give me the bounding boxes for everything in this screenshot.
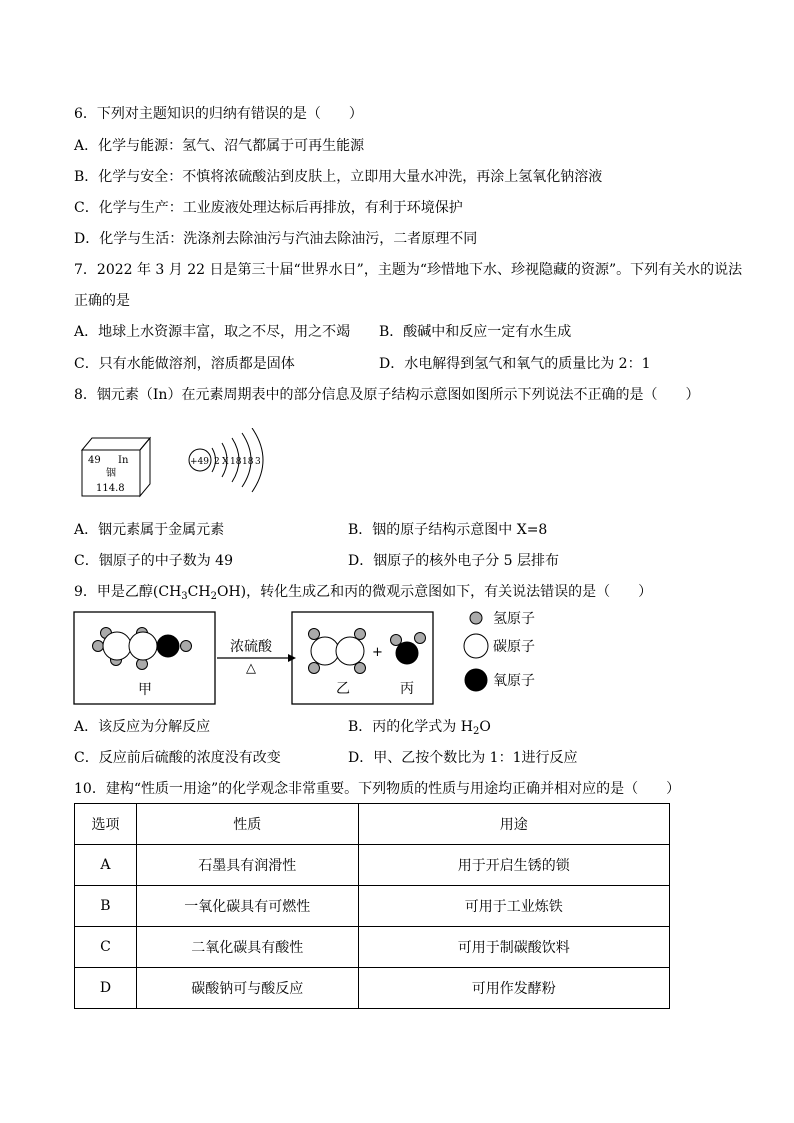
cell-property: 石墨具有润滑性 — [136, 845, 358, 886]
cell-property: 一氧化碳具有可燃性 — [136, 886, 358, 927]
heat-condition: △ — [246, 661, 256, 676]
cell-use: 可用于工业炼铁 — [358, 886, 669, 927]
element-name: 铟 — [106, 468, 116, 479]
table-row — [75, 927, 670, 968]
shell-electrons-3: 18 — [230, 457, 242, 467]
cell-property: 碳酸钠可与酸反应 — [136, 968, 358, 1009]
legend-hydrogen-label: 氢原子 — [493, 611, 535, 627]
cell-option: B — [75, 886, 137, 927]
element-mass: 114.8 — [96, 483, 125, 494]
cell-property: 二氧化碳具有酸性 — [136, 927, 358, 968]
table-row — [75, 968, 670, 1009]
q10-stem: 10．建构“性质一用途”的化学观念非常重要。下列物质的性质与用途均正确并相对应的是（ ） — [74, 781, 681, 797]
cell-use: 用于开启生锈的锁 — [358, 845, 669, 886]
cell-use: 可用作发酵粉 — [358, 968, 669, 1009]
table-row — [75, 845, 670, 886]
q6-stem: 6．下列对主题知识的归纳有错误的是（ ） — [74, 106, 363, 122]
element-symbol: In — [118, 455, 129, 466]
q8-option-b: B．铟的原子结构示意图中 X=8 — [348, 522, 548, 538]
q9-option-b: B．丙的化学式为 $H_2O$ — [348, 719, 491, 737]
q8-option-a: A．铟元素属于金属元素 — [74, 522, 225, 538]
q8-option-d: D．铟原子的核外电子分 5 层排布 — [348, 553, 560, 569]
q9-reaction-diagram — [70, 606, 590, 710]
element-atomic-number: 49 — [88, 455, 101, 466]
header-use: 用途 — [358, 804, 669, 845]
q7-option-c: C．只有水能做溶剂，溶质都是固体 — [74, 356, 295, 372]
legend-carbon-label: 碳原子 — [493, 639, 535, 655]
q8-stem: 8．铟元素（In）在元素周期表中的部分信息及原子结构示意图如图所示下列说法不正确的是（ ） — [74, 387, 700, 403]
q7-stem-line2: 正确的是 — [74, 293, 130, 309]
table-row — [75, 886, 670, 927]
q6-option-c: C．化学与生产：工业废液处理达标后再排放，有利于环境保护 — [74, 200, 463, 216]
q6-option-d: D．化学与生活：洗涤剂去除油污与汽油去除油污，二者原理不同 — [74, 231, 478, 247]
legend-oxygen-label: 氧原子 — [493, 673, 535, 689]
header-option: 选项 — [75, 804, 137, 845]
cell-option: C — [75, 927, 137, 968]
legend-hydrogen-icon — [470, 612, 482, 624]
q7-option-b: B．酸碱中和反应一定有水生成 — [379, 324, 572, 340]
shell-electrons-1: 2 — [214, 457, 220, 467]
q7-option-a: A．地球上水资源丰富，取之不尽，用之不竭 — [74, 324, 351, 340]
q7-option-d: D．水电解得到氢气和氧气的质量比为 2：1 — [379, 356, 651, 372]
q8-figure — [74, 428, 274, 508]
label-yi: 乙 — [336, 681, 350, 697]
q9-option-d: D．甲、乙按个数比为 1：1进行反应 — [348, 750, 578, 766]
shell-electrons-4: 18 — [242, 457, 254, 467]
header-property: 性质 — [136, 804, 358, 845]
q9-stem: 9．甲是乙醇$(CH_3CH_2OH)$，转化生成乙和丙的微观示意图如下，有关说法错误的是（ ） — [74, 584, 653, 602]
legend-carbon-icon — [464, 634, 488, 658]
cell-use: 可用于制碳酸饮料 — [358, 927, 669, 968]
cell-option: D — [75, 968, 137, 1009]
q9-option-a: A．该反应为分解反应 — [74, 719, 211, 735]
atom-structure-diagram — [189, 428, 263, 492]
legend-oxygen-icon — [465, 669, 487, 691]
q7-stem-line1: 7．2022 年 3 月 22 日是第三十届“世界水日”，主题为“珍惜地下水、珍视隐藏的资源”。下列有关水的说法 — [74, 262, 743, 278]
q6-option-b: B．化学与安全：不慎将浓硫酸沾到皮肤上，立即用大量水冲洗，再涂上氢氧化钠溶液 — [74, 169, 603, 185]
element-cell — [82, 438, 150, 496]
cell-option: A — [75, 845, 137, 886]
shell-electrons-2: X — [222, 457, 229, 467]
plus-sign: + — [372, 645, 383, 660]
shell-electrons-5: 3 — [255, 457, 261, 467]
molecule-water — [391, 633, 426, 665]
molecule-ethanol — [93, 628, 192, 670]
catalyst-label: 浓硫酸 — [230, 639, 272, 655]
q10-table — [74, 803, 670, 1009]
q9-option-c: C．反应前后硫酸的浓度没有改变 — [74, 750, 281, 766]
q6-option-a: A．化学与能源：氢气、沼气都属于可再生能源 — [74, 138, 365, 154]
molecule-ethylene — [309, 629, 366, 674]
table-header-row — [75, 804, 670, 845]
label-jia: 甲 — [138, 682, 152, 698]
q8-option-c: C．铟原子的中子数为 49 — [74, 553, 233, 569]
label-bing: 丙 — [400, 681, 414, 697]
nucleus-charge: +49 — [190, 457, 209, 467]
